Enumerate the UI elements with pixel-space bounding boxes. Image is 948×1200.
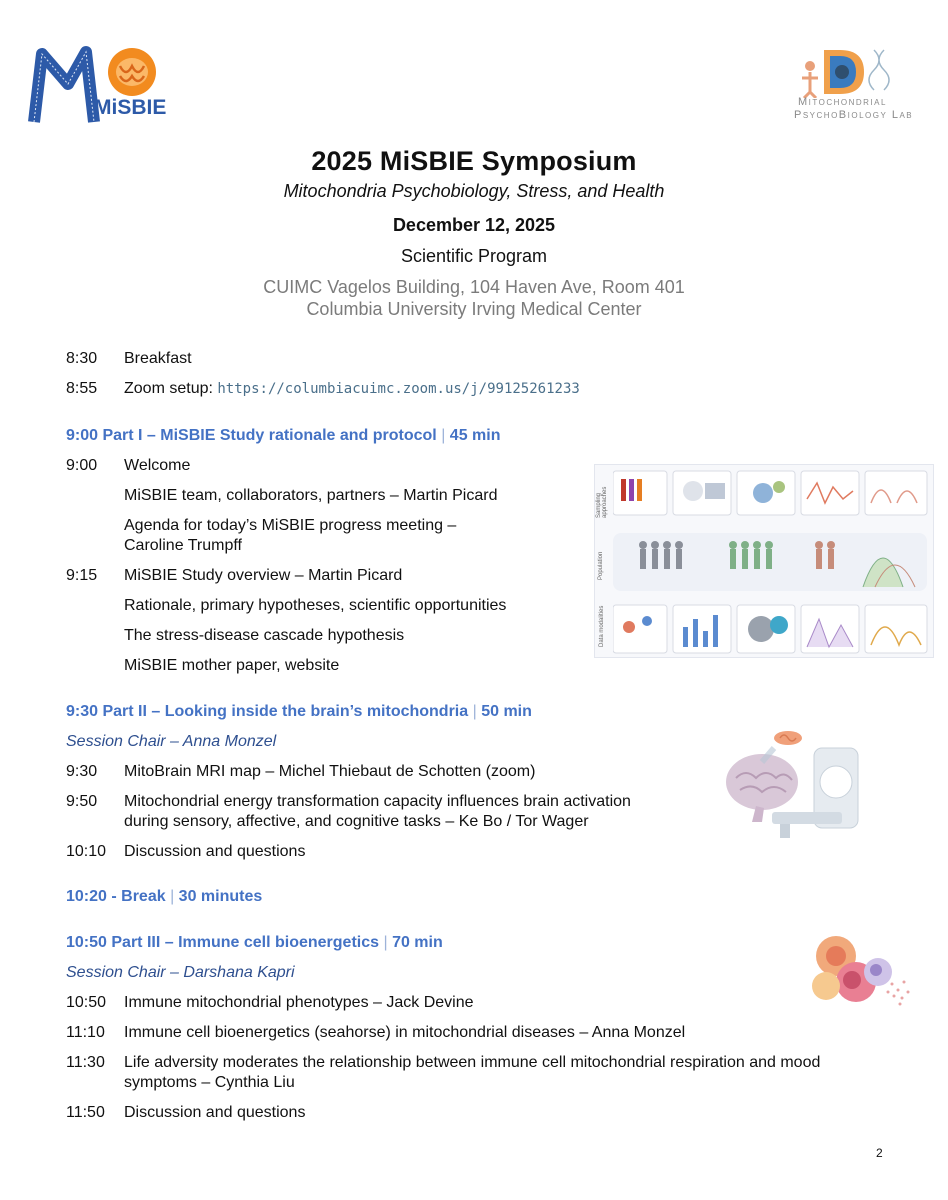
venue-line-2: Columbia University Irving Medical Center	[306, 299, 642, 319]
page-subtitle: Mitochondria Psychobiology, Stress, and Health	[283, 181, 665, 201]
misbie-wordmark: MiSBIE	[94, 96, 167, 119]
section-heading-part3	[66, 933, 443, 953]
schedule-text: Mitochondrial energy transformation capacity influences brain activation	[124, 793, 631, 810]
page-number: 2	[876, 1146, 883, 1160]
section-duration: 50 min	[481, 703, 532, 720]
schedule-text-continued: during sensory, affective, and cognitive tasks – Ke Bo / Tor Wager	[124, 813, 589, 830]
figure-row-label: Sampling approaches	[596, 486, 608, 518]
section-title: 9:30 Part II – Looking inside the brain’s mitochondria	[66, 703, 469, 720]
session-chair: Session Chair – Anna Monzel	[66, 733, 277, 750]
session-chair: Session Chair – Darshana Kapri	[66, 964, 295, 981]
lab-logo	[780, 42, 920, 122]
misbie-logo	[28, 44, 168, 126]
schedule-text: MitoBrain MRI map – Michel Thiebaut de Schotten (zoom)	[124, 763, 536, 780]
event-date: December 12, 2025	[392, 215, 556, 235]
schedule-time: 9:50	[66, 793, 98, 810]
zoom-label: Zoom setup:	[124, 380, 218, 397]
program-label: Scientific Program	[400, 246, 548, 266]
section-duration: 70 min	[392, 934, 443, 951]
schedule-text: Welcome	[124, 457, 191, 474]
schedule-time: 10:10	[66, 843, 107, 860]
brain-mri-illustration	[722, 718, 868, 840]
section-title: 10:50 Part III – Immune cell bioenergetics	[66, 934, 380, 951]
schedule-text: Agenda for today’s MiSBIE progress meeting –	[124, 517, 457, 534]
schedule-text: MiSBIE Study overview – Martin Picard	[124, 567, 403, 584]
study-design-figure	[594, 464, 934, 658]
schedule-text: The stress-disease cascade hypothesis	[124, 627, 405, 644]
schedule-text	[124, 379, 580, 399]
schedule-time: 10:50	[66, 994, 107, 1011]
zoom-link[interactable]: https://columbiacuimc.zoom.us/j/99125261233	[217, 381, 580, 397]
section-duration: 30 minutes	[178, 888, 263, 905]
lab-name-line2: PsychoBiology Lab	[794, 109, 914, 121]
schedule-text: Life adversity moderates the relationship between immune cell mitochondrial respiration and mood	[124, 1054, 821, 1071]
section-heading-break	[66, 887, 262, 907]
lab-name-line1: Mitochondrial	[798, 96, 887, 108]
page-title: 2025 MiSBIE Symposium	[311, 146, 637, 176]
schedule-time: 11:30	[66, 1054, 105, 1071]
schedule-time: 8:30	[66, 350, 98, 367]
schedule-time: 9:30	[66, 763, 98, 780]
schedule-time: 9:00	[66, 457, 98, 474]
figure-row-label: Data modalities	[599, 605, 605, 647]
divider: |	[165, 888, 179, 905]
venue-line-1: CUIMC Vagelos Building, 104 Haven Ave, Room 401	[263, 277, 685, 297]
schedule-time: 11:10	[66, 1024, 105, 1041]
divider: |	[468, 703, 482, 720]
schedule-time: 9:15	[66, 567, 98, 584]
section-title: 9:00 Part I – MiSBIE Study rationale and protocol	[66, 427, 437, 444]
schedule-text: Rationale, primary hypotheses, scientific opportunities	[124, 597, 507, 614]
schedule-text: Discussion and questions	[124, 1104, 306, 1121]
schedule-text: MiSBIE mother paper, website	[124, 657, 340, 674]
schedule-time: 11:50	[66, 1104, 105, 1121]
schedule-text: Breakfast	[124, 350, 192, 367]
schedule-time: 8:55	[66, 380, 98, 397]
figure-row-label: Population	[598, 551, 604, 580]
schedule-text: Immune mitochondrial phenotypes – Jack Devine	[124, 994, 474, 1011]
schedule-text-continued: symptoms – Cynthia Liu	[124, 1074, 295, 1091]
section-duration: 45 min	[449, 427, 501, 444]
schedule-text: Immune cell bioenergetics (seahorse) in mitochondrial diseases – Anna Monzel	[124, 1024, 686, 1041]
schedule-text-continued: Caroline Trumpff	[124, 537, 242, 554]
divider: |	[436, 427, 450, 444]
immune-cells-illustration	[806, 934, 912, 1012]
section-heading-part1	[66, 426, 500, 446]
schedule-text: MiSBIE team, collaborators, partners – Martin Picard	[124, 487, 498, 504]
section-title: 10:20 - Break	[66, 888, 166, 905]
section-heading-part2	[66, 702, 532, 722]
schedule-text: Discussion and questions	[124, 843, 306, 860]
divider: |	[379, 934, 393, 951]
